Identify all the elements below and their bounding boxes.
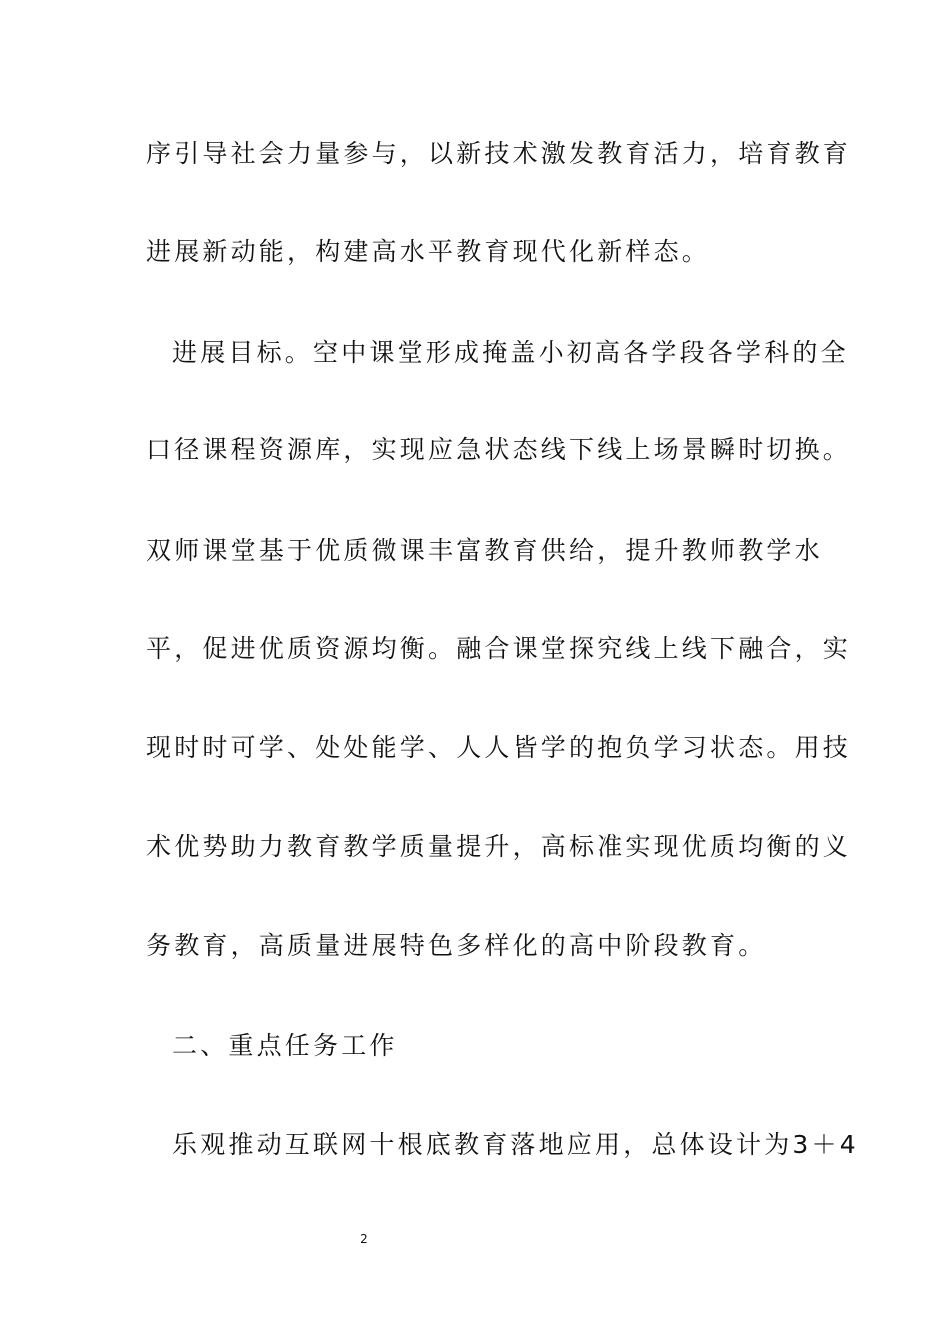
paragraph-line-6: 平，促进优质资源均衡。融合课堂探究线上线下融合，实	[146, 634, 852, 663]
paragraph-line-5: 双师课堂基于优质微课丰富教育供给，提升教师教学水	[146, 536, 823, 565]
paragraph-line-1: 序引导社会力量参与，以新技术激发教育活力，培育教育	[146, 139, 852, 168]
paragraph-line-2: 进展新动能，构建高水平教育现代化新样态。	[146, 237, 711, 266]
paragraph-line-9: 务教育，高质量进展特色多样化的高中阶段教育。	[146, 931, 767, 960]
paragraph-line-8: 术优势助力教育教学质量提升，高标准实现优质均衡的义	[146, 832, 852, 861]
paragraph-line-3: 进展目标。空中课堂形成掩盖小初高各学段各学科的全	[172, 338, 849, 367]
paragraph-line-4: 口径课程资源库，实现应急状态线下线上场景瞬时切换。	[146, 435, 852, 464]
section-heading: 二、重点任务工作	[172, 1031, 398, 1060]
paragraph-line-11: 乐观推动互联网十根底教育落地应用，总体设计为3＋4	[172, 1130, 859, 1159]
page-number: 2	[360, 1232, 368, 1246]
paragraph-line-7: 现时时可学、处处能学、人人皆学的抱负学习状态。用技	[146, 733, 852, 762]
